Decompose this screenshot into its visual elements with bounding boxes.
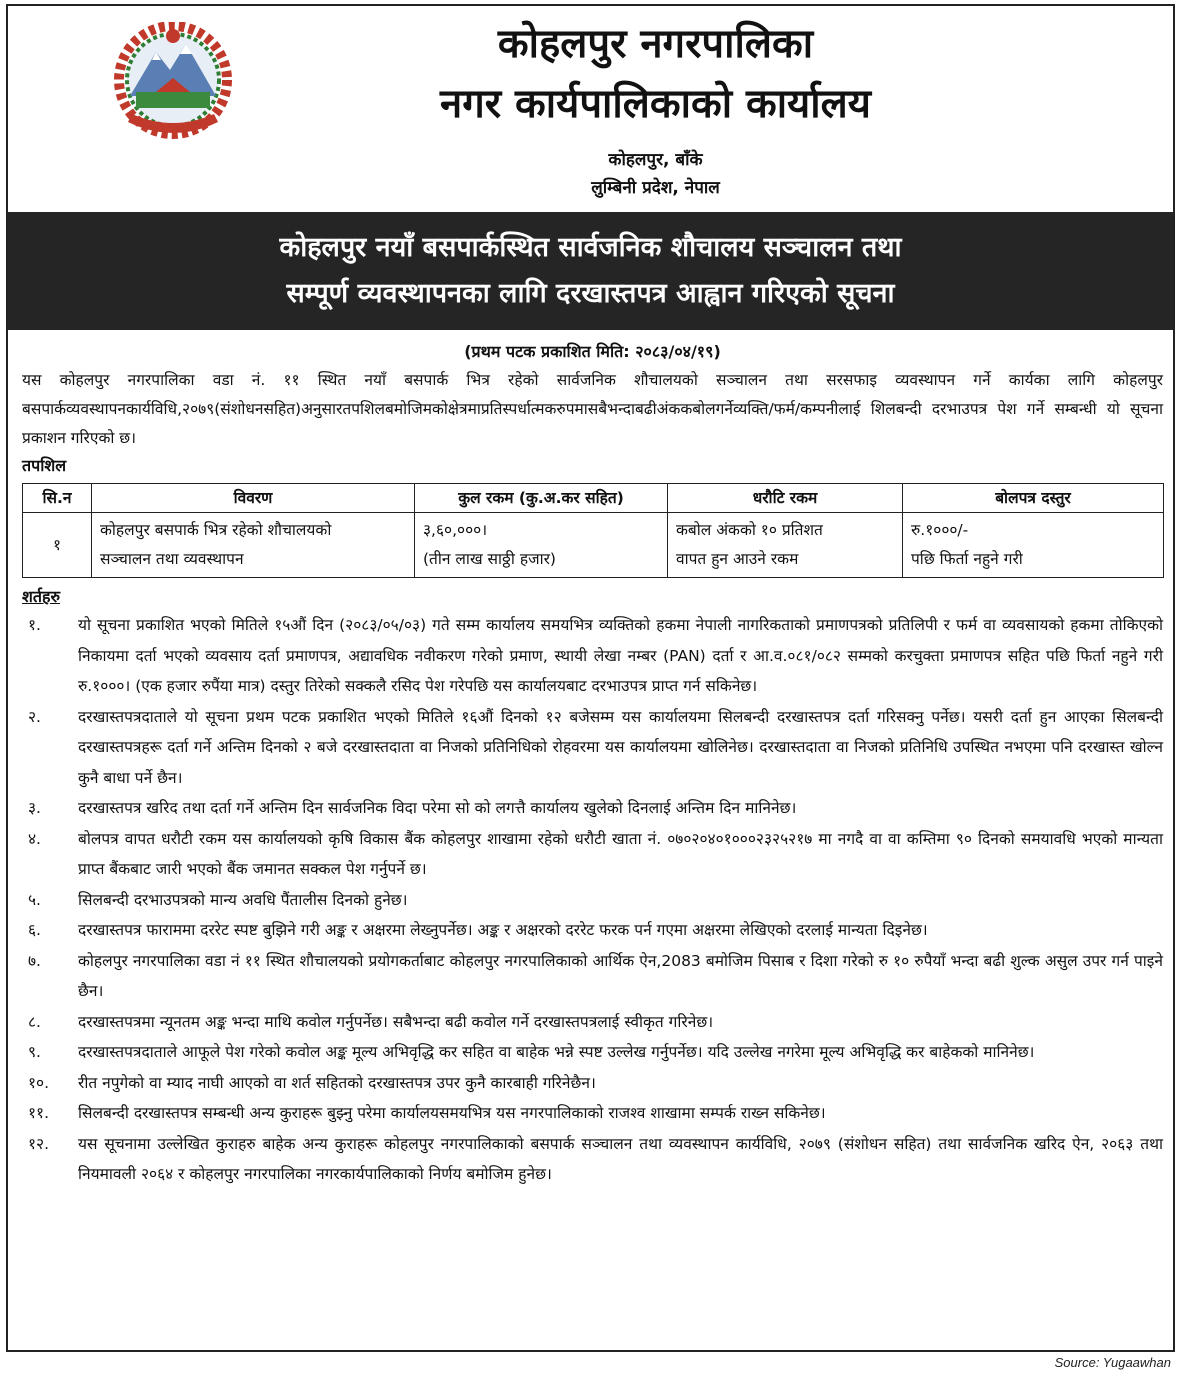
table-row bbox=[23, 513, 1164, 578]
cell-sn-text: १ bbox=[52, 535, 62, 554]
table-header-row bbox=[23, 484, 1164, 513]
cell-amount bbox=[415, 513, 668, 578]
cell-deposit-line-1: कबोल अंकको १० प्रतिशत bbox=[676, 521, 823, 539]
term-text: रीत नपुगेको वा म्याद नाघी आएको वा शर्त सहितको दरखास्तपत्र उपर कुनै कारबाही गरिनेछैन। bbox=[78, 1073, 596, 1092]
list-item bbox=[22, 885, 1163, 916]
cell-description bbox=[92, 513, 415, 578]
list-item bbox=[22, 915, 1163, 946]
term-number: ९. bbox=[28, 1043, 41, 1061]
term-number: ६. bbox=[28, 921, 41, 939]
list-item bbox=[22, 1098, 1163, 1129]
term-number: १२. bbox=[28, 1134, 50, 1153]
term-number: ७. bbox=[28, 951, 41, 970]
list-item bbox=[22, 1007, 1163, 1038]
list-item bbox=[22, 702, 1163, 794]
cell-sn bbox=[23, 513, 92, 578]
notice-page bbox=[6, 4, 1175, 1352]
term-text: कोहलपुर नगरपालिका वडा नं ११ स्थित शौचालयको प्रयोगकर्ताबाट कोहलपुर नगरपालिकाको आर्थिक ऐन,2083 बमोजिम पिसाब र दिशा गरेको रु १० रुपैयाँ भन्दा बढी शुल्क असुल उपर गर्न पाइने छैन। bbox=[78, 951, 1163, 1000]
list-item bbox=[22, 1037, 1163, 1068]
cell-fee bbox=[903, 513, 1164, 578]
notice-title-banner bbox=[8, 212, 1173, 330]
term-number: २. bbox=[28, 707, 41, 726]
banner-line-2: सम्पूर्ण व्यवस्थापनका लागि दरखास्तपत्र आह्वान गरिएको सूचना bbox=[286, 278, 895, 309]
schedule-table bbox=[22, 483, 1164, 578]
term-text: सिलबन्दी दरभाउपत्रको मान्य अवधि पैंतालीस दिनको हुनेछ। bbox=[78, 890, 408, 909]
term-text: दरखास्तपत्र खरिद तथा दर्ता गर्ने अन्तिम दिन सार्वजनिक विदा परेमा सो को लगत्तै कार्यालय खुलेको दिनलाई अन्तिम दिन मानिनेछ। bbox=[78, 799, 797, 817]
cell-amount-line-2: (तीन लाख साठ्ठी हजार) bbox=[423, 550, 556, 568]
header-sn: सि.न bbox=[23, 484, 92, 513]
header-description: विवरण bbox=[92, 484, 415, 513]
terms-label: शर्तहरु bbox=[22, 587, 61, 606]
cell-fee-line-2: पछि फिर्ता नहुने गरी bbox=[911, 550, 1023, 568]
term-number: १०. bbox=[28, 1073, 50, 1092]
cell-description-line-1: कोहलपुर बसपार्क भित्र रहेको शौचालयको bbox=[100, 521, 332, 539]
cell-deposit bbox=[668, 513, 903, 578]
header-total-amount: कुल रकम (कु.अ.कर सहित) bbox=[415, 484, 668, 513]
term-text: बोलपत्र वापत धरौटी रकम यस कार्यालयको कृषि विकास बैंक कोहलपुर शाखामा रहेको धरौटी खाता नं. ०७०२०४०१०००२३२५२१७ मा नगदै वा वा कम्तिमा ९० दिनको समयावधि भएको मान्यता प्राप्त बैंकबाट जारी भएको बैंक जमानत सक्कल पेश गर्नुपर्ने छ। bbox=[78, 829, 1163, 878]
term-number: १. bbox=[28, 616, 41, 634]
cell-description-line-2: सञ्चालन तथा व्यवस्थापन bbox=[100, 550, 244, 568]
nepal-government-emblem-icon bbox=[108, 22, 238, 140]
term-number: ५. bbox=[28, 890, 41, 909]
notice-header bbox=[8, 6, 1173, 212]
term-text: सिलबन्दी दरखास्तपत्र सम्बन्धी अन्य कुराहरू बुझ्नु परेमा कार्यालयसमयभित्र यस नगरपालिकाको राजश्व शाखामा सम्पर्क राख्न सकिनेछ। bbox=[78, 1104, 826, 1122]
term-number: ३. bbox=[28, 799, 41, 817]
list-item bbox=[22, 946, 1163, 1007]
term-text: यस सूचनामा उल्लेखित कुराहरु बाहेक अन्य कुराहरू कोहलपुर नगरपालिकाको बसपार्क सञ्चालन तथा व्यवस्थापन कार्यविधि, २०७९ (संशोधन सहित) तथा सार्वजनिक खरिद ऐन, २०६३ तथा नियमावली २०६४ र कोहलपुर नगरपालिका नगरकार्यपालिकाको निर्णय बमोजिम हुनेछ। bbox=[78, 1134, 1163, 1183]
cell-deposit-line-2: वापत हुन आउने रकम bbox=[676, 550, 799, 568]
term-text: दरखास्तपत्रमा न्यूनतम अङ्क भन्दा माथि कवोल गर्नुपर्नेछ। सबैभन्दा बढी कवोल गर्ने दरखास्तपत्रलाई स्वीकृत गरिनेछ। bbox=[78, 1012, 714, 1031]
publication-date: (प्रथम पटक प्रकाशित मिति: २०८३/०४/१९) bbox=[464, 342, 721, 361]
cell-amount-line-1: ३,६०,०००। bbox=[423, 521, 488, 539]
list-item bbox=[22, 793, 1163, 824]
office-title-block bbox=[258, 14, 1053, 202]
terms-list bbox=[22, 610, 1163, 1190]
list-item bbox=[22, 1068, 1163, 1099]
term-text: दरखास्तपत्र फाराममा दररेट स्पष्ट बुझिने गरी अङ्क र अक्षरमा लेख्नुपर्नेछ। अङ्क र अक्षरको दररेट फरक पर्न गएमा अक्षरमा लेखिएको दरलाई मान्यता दिइनेछ। bbox=[78, 921, 928, 939]
office-title: नगर कार्यपालिकाको कार्यालय bbox=[440, 81, 871, 127]
header-tender-fee: बोलपत्र दस्तुर bbox=[903, 484, 1164, 513]
schedule-label: तपशिल bbox=[22, 456, 67, 475]
address-line-2: लुम्बिनी प्रदेश, नेपाल bbox=[591, 178, 720, 198]
municipality-title: कोहलपुर नगरपालिका bbox=[497, 21, 814, 67]
term-text: यो सूचना प्रकाशित भएको मितिले १५औं दिन (२०८३/०५/०३) गते सम्म कार्यालय समयभित्र व्यक्तिको हकमा नेपाली नागरिकताको प्रमाणपत्रको प्रतिलिपी र फर्म वा व्यवसायको हकमा तोकिएको निकायमा दर्ता भएको व्यवसाय दर्ता प्रमाणपत्र, अद्यावधिक नवीकरण गरेको प्रमाण, स्थायी लेखा नम्बर (PAN) दर्ता र आ.व.०८१/०८२ सम्मको करचुक्ता प्रमाणपत्र सहित पछि फिर्ता नहुने गरी रु.१०००। (एक हजार रुपैंया मात्र) दस्तुर तिरेको सक्कलै रसिद पेश गरेपछि यस कार्यालयबाट दरभाउपत्र प्राप्त गर्न सकिनेछ। bbox=[78, 616, 1163, 695]
header-deposit: धरौटि रकम bbox=[668, 484, 903, 513]
intro-paragraph: यस कोहलपुर नगरपालिका वडा नं. ११ स्थित नयाँ बसपार्क भित्र रहेको सार्वजनिक शौचालयको सञ्चालन तथा सरसफाइ व्यवस्थापन गर्ने कार्यका लागि कोहलपुर बसपार्कव्यवस्थापनकार्यविधि,२०७९(संशोधनसहित)अनुसारतपशिलबमोजिमकोक्षेत्रमाप्रतिस्पर्धात्मकरुपमासबैभन्दाबढीअंककबोलगर्नेव्यक्ति/फर्म/कम्पनीलाई शिलबन्दी दरभाउपत्र पेश गर्ने सम्बन्धी यो सूचना प्रकाशन गरिएको छ। bbox=[22, 371, 1163, 447]
list-item bbox=[22, 610, 1163, 702]
notice-body bbox=[22, 338, 1163, 1190]
list-item bbox=[22, 824, 1163, 885]
source-credit: Source: Yugaawhan bbox=[1054, 1355, 1171, 1370]
list-item bbox=[22, 1129, 1163, 1190]
cell-fee-line-1: रु.१०००/- bbox=[911, 521, 969, 539]
term-number: ८. bbox=[28, 1012, 41, 1031]
term-number: ४. bbox=[28, 829, 41, 848]
address-line-1: कोहलपुर, बाँके bbox=[608, 150, 703, 170]
term-text: दरखास्तपत्रदाताले आफूले पेश गरेको कवोल अङ्क मूल्य अभिवृद्धि कर सहित वा बाहेक भन्ने स्पष्ट उल्लेख गर्नुपर्नेछ। यदि उल्लेख नगरेमा मूल्य अभिवृद्धि कर बाहेकको मानिनेछ। bbox=[78, 1043, 1035, 1061]
term-text: दरखास्तपत्रदाताले यो सूचना प्रथम पटक प्रकाशित भएको मितिले १६औं दिनको १२ बजेसम्म यस कार्यालयमा सिलबन्दी दरखास्तपत्र दर्ता गरिसक्नु पर्नेछ। यसरी दर्ता हुन आएका सिलबन्दी दरखास्तपत्रहरू दर्ता गर्ने अन्तिम दिनको २ बजे दरखास्तदाता वा निजको प्रतिनिधिको रोहवरमा यस कार्यालयमा खोलिनेछ। दरखास्तदाता वा निजको प्रतिनिधि उपस्थित नभएमा पनि दरखास्त खोल्न कुनै बाधा पर्ने छैन। bbox=[78, 707, 1163, 787]
term-number: ११. bbox=[28, 1104, 50, 1122]
banner-line-1: कोहलपुर नयाँ बसपार्कस्थित सार्वजनिक शौचालय सञ्चालन तथा bbox=[279, 232, 902, 263]
